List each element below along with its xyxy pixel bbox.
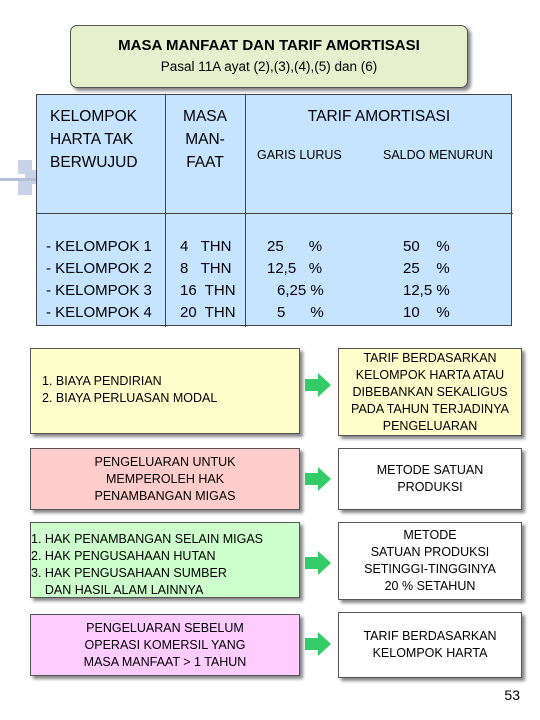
row2-left-box — [30, 448, 300, 510]
header-masa-manfaat: MASA MAN- FAAT — [183, 108, 227, 171]
row1-left-line: 1. BIAYA PENDIRIAN — [42, 374, 162, 388]
garis-lurus-list — [267, 236, 324, 324]
saldo-menurun-item: 50 % — [403, 238, 450, 255]
row4-left-line: MASA MANFAAT > 1 TAHUN — [83, 654, 247, 669]
kelompok-item: - KELOMPOK 1 — [46, 238, 152, 255]
title-box — [70, 25, 468, 88]
row2-left-line: MEMPEROLEH HAK — [105, 471, 225, 486]
masa-list — [180, 236, 236, 324]
table-divider — [245, 95, 246, 327]
row2-right-line: METODE SATUAN — [376, 463, 484, 477]
row3-left-line: 3. HAK PENGUSAHAAN SUMBER — [31, 566, 227, 580]
arrow-right-icon — [305, 373, 331, 397]
masa-item: 4 THN — [180, 238, 232, 255]
kelompok-list — [46, 236, 152, 324]
garis-lurus-item: 5 % — [277, 304, 324, 321]
row3-left-line: 1. HAK PENAMBANGAN SELAIN MIGAS — [31, 532, 264, 546]
page-subtitle: Pasal 11A ayat (2),(3),(4),(5) dan (6) — [160, 59, 378, 74]
row4-right-box — [338, 612, 522, 678]
row1-right-line: DIBEBANKAN SEKALIGUS — [352, 384, 508, 399]
row2-left-line: PENAMBANGAN MIGAS — [94, 488, 236, 503]
saldo-menurun-item: 25 % — [403, 260, 450, 277]
row1-right-line: KELOMPOK HARTA ATAU — [355, 367, 505, 382]
row1-right-line: TARIF BERDASARKAN — [363, 350, 497, 365]
masa-item: 8 THN — [180, 260, 232, 277]
row3-right-line: 20 % SETAHUN — [384, 579, 476, 593]
row3-right-line: SETINGGI-TINGGINYA — [364, 562, 496, 576]
row1-right-line: PENGELUARAN — [382, 418, 478, 433]
saldo-menurun-item: 12,5 % — [403, 282, 450, 299]
deco-square — [18, 181, 32, 195]
row4-left-box — [30, 614, 300, 676]
garis-lurus-item: 25 % — [267, 238, 323, 255]
row3-left-line: 2. HAK PENGUSAHAAN HUTAN — [31, 549, 216, 563]
row4-left-line: OPERASI KOMERSIL YANG — [84, 637, 246, 652]
page-number: 53 — [504, 687, 520, 703]
saldo-menurun-item: 10 % — [403, 304, 450, 321]
row3-right-box — [338, 522, 522, 600]
kelompok-item: - KELOMPOK 2 — [46, 260, 152, 277]
page-title: MASA MANFAAT DAN TARIF AMORTISASI — [118, 37, 420, 54]
kelompok-item: - KELOMPOK 3 — [46, 282, 152, 299]
header-tarif-amortisasi: TARIF AMORTISASI — [307, 108, 451, 125]
masa-item: 20 THN — [180, 304, 236, 321]
arrow-right-icon — [305, 467, 331, 491]
row1-left-line: 2. BIAYA PERLUASAN MODAL — [42, 391, 218, 405]
row1-right-box — [338, 348, 522, 436]
kelompok-item: - KELOMPOK 4 — [46, 304, 152, 321]
amortization-table — [36, 94, 512, 326]
row4-right-line: KELOMPOK HARTA — [372, 646, 488, 660]
row1-right-line: PADA TAHUN TERJADINYA — [351, 401, 509, 416]
row3-right-line: METODE — [403, 528, 457, 542]
row3-left-box — [30, 522, 300, 598]
arrow-right-icon — [305, 551, 331, 575]
row2-left-line: PENGELUARAN UNTUK — [94, 454, 236, 469]
row1-left-box — [30, 348, 300, 434]
masa-item: 16 THN — [180, 282, 236, 299]
arrow-right-icon — [305, 632, 331, 656]
garis-lurus-item: 12,5 % — [267, 260, 323, 277]
table-divider — [37, 213, 513, 214]
deco-line — [0, 178, 36, 181]
row2-right-line: PRODUKSI — [397, 480, 463, 494]
row3-left-line: DAN HASIL ALAM LAINNYA — [31, 583, 204, 597]
row2-right-box — [338, 448, 522, 510]
header-kelompok: KELOMPOK HARTA TAK BERWUJUD — [50, 108, 138, 171]
header-saldo-menurun: SALDO MENURUN — [383, 148, 493, 162]
saldo-menurun-list — [403, 236, 450, 324]
garis-lurus-item: 6,25 % — [277, 282, 324, 299]
row4-right-line: TARIF BERDASARKAN — [363, 629, 497, 643]
header-garis-lurus: GARIS LURUS — [257, 148, 342, 162]
row4-left-line: PENGELUARAN SEBELUM — [86, 620, 244, 635]
row3-right-line: SATUAN PRODUKSI — [370, 545, 490, 559]
